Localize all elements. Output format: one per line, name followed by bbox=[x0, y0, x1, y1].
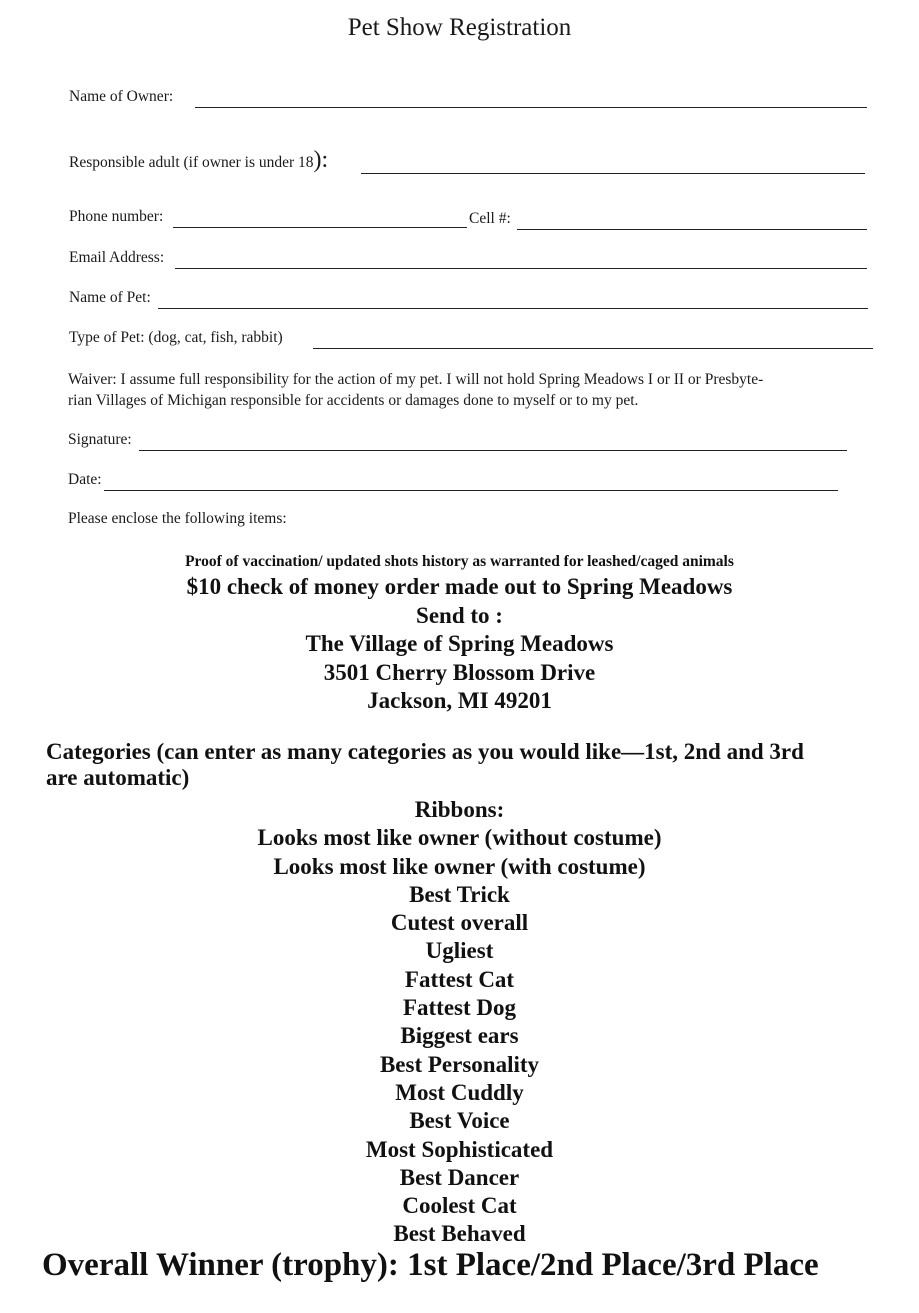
date-field bbox=[68, 467, 838, 493]
send-to-text: Send to : bbox=[416, 602, 503, 628]
responsible-adult-input-line[interactable] bbox=[361, 173, 865, 174]
ribbon-item: Biggest ears bbox=[400, 1023, 519, 1049]
ribbon-item: Ugliest bbox=[425, 938, 494, 964]
cell-field bbox=[469, 206, 869, 232]
ribbon-item: Looks most like owner (without costume) bbox=[257, 825, 662, 851]
owner-name-label: Name of Owner: bbox=[69, 88, 174, 105]
email-input-line[interactable] bbox=[175, 268, 867, 269]
address-line-1: The Village of Spring Meadows bbox=[305, 631, 614, 656]
address-line-3: Jackson, MI 49201 bbox=[367, 688, 552, 713]
cell-label: Cell #: bbox=[469, 210, 511, 227]
pet-name-field bbox=[69, 285, 868, 311]
ribbon-item: Best Behaved bbox=[393, 1221, 526, 1247]
signature-input-line[interactable] bbox=[139, 450, 847, 451]
ribbon-item: Looks most like owner (with costume) bbox=[273, 853, 646, 879]
waiver-line-1: Waiver: I assume full responsibility for the action of my pet. I will not hold Spring Meadows I or II or Presbyte- bbox=[68, 371, 764, 388]
pet-type-input-line[interactable] bbox=[313, 348, 873, 349]
payment-text: $10 check of money order made out to Spring Meadows bbox=[186, 574, 733, 599]
categories-line-1: Categories (can enter as many categories as you would like—1st, 2nd and 3rd bbox=[46, 739, 804, 764]
signature-label: Signature: bbox=[68, 431, 132, 448]
ribbon-item: Best Personality bbox=[379, 1051, 540, 1077]
categories-heading bbox=[46, 739, 876, 791]
responsible-adult-paren: ): bbox=[313, 147, 329, 173]
responsible-adult-label-text: Responsible adult (if owner is under 18 bbox=[69, 154, 314, 171]
date-input-line[interactable] bbox=[104, 490, 838, 491]
phone-field bbox=[69, 204, 469, 230]
vaccination-proof-text: Proof of vaccination/ updated shots history as warranted for leashed/caged animals bbox=[185, 553, 734, 570]
ribbons-list bbox=[0, 796, 919, 1249]
signature-field bbox=[68, 427, 847, 453]
responsible-adult-label bbox=[69, 147, 329, 173]
pet-type-field bbox=[69, 325, 873, 351]
ribbon-item: Best Trick bbox=[409, 881, 510, 907]
phone-label: Phone number: bbox=[69, 208, 164, 225]
ribbon-item: Cutest overall bbox=[390, 910, 529, 936]
waiver-text bbox=[68, 369, 868, 411]
owner-name-field bbox=[69, 84, 869, 110]
ribbons-heading: Ribbons: bbox=[414, 797, 505, 822]
ribbon-item: Most Cuddly bbox=[395, 1079, 524, 1105]
enclose-instructions: Please enclose the following items: bbox=[68, 510, 287, 527]
ribbon-item: Fattest Cat bbox=[404, 966, 515, 992]
pet-type-label: Type of Pet: (dog, cat, fish, rabbit) bbox=[69, 329, 283, 346]
email-label: Email Address: bbox=[69, 249, 165, 266]
cell-input-line[interactable] bbox=[517, 229, 867, 230]
ribbon-item: Best Voice bbox=[409, 1108, 510, 1134]
categories-line-2: are automatic) bbox=[46, 765, 190, 790]
ribbon-item: Best Dancer bbox=[399, 1164, 520, 1190]
ribbon-item: Coolest Cat bbox=[402, 1193, 517, 1219]
overall-winner-text: Overall Winner (trophy): 1st Place/2nd Place/3rd Place bbox=[42, 1247, 819, 1283]
ribbon-item: Most Sophisticated bbox=[365, 1136, 554, 1162]
payment-and-address bbox=[0, 573, 919, 716]
responsible-adult-field bbox=[69, 147, 869, 176]
address-line-2: 3501 Cherry Blossom Drive bbox=[323, 659, 596, 685]
email-field bbox=[69, 245, 867, 271]
waiver-line-2: rian Villages of Michigan responsible for accidents or damages done to myself or to my pet. bbox=[68, 392, 639, 409]
phone-input-line[interactable] bbox=[173, 227, 467, 228]
date-label: Date: bbox=[68, 471, 102, 488]
owner-name-input-line[interactable] bbox=[195, 107, 867, 108]
pet-name-input-line[interactable] bbox=[158, 308, 868, 309]
ribbon-item: Fattest Dog bbox=[402, 995, 517, 1021]
page-title: Pet Show Registration bbox=[347, 14, 572, 41]
pet-name-label: Name of Pet: bbox=[69, 289, 151, 306]
